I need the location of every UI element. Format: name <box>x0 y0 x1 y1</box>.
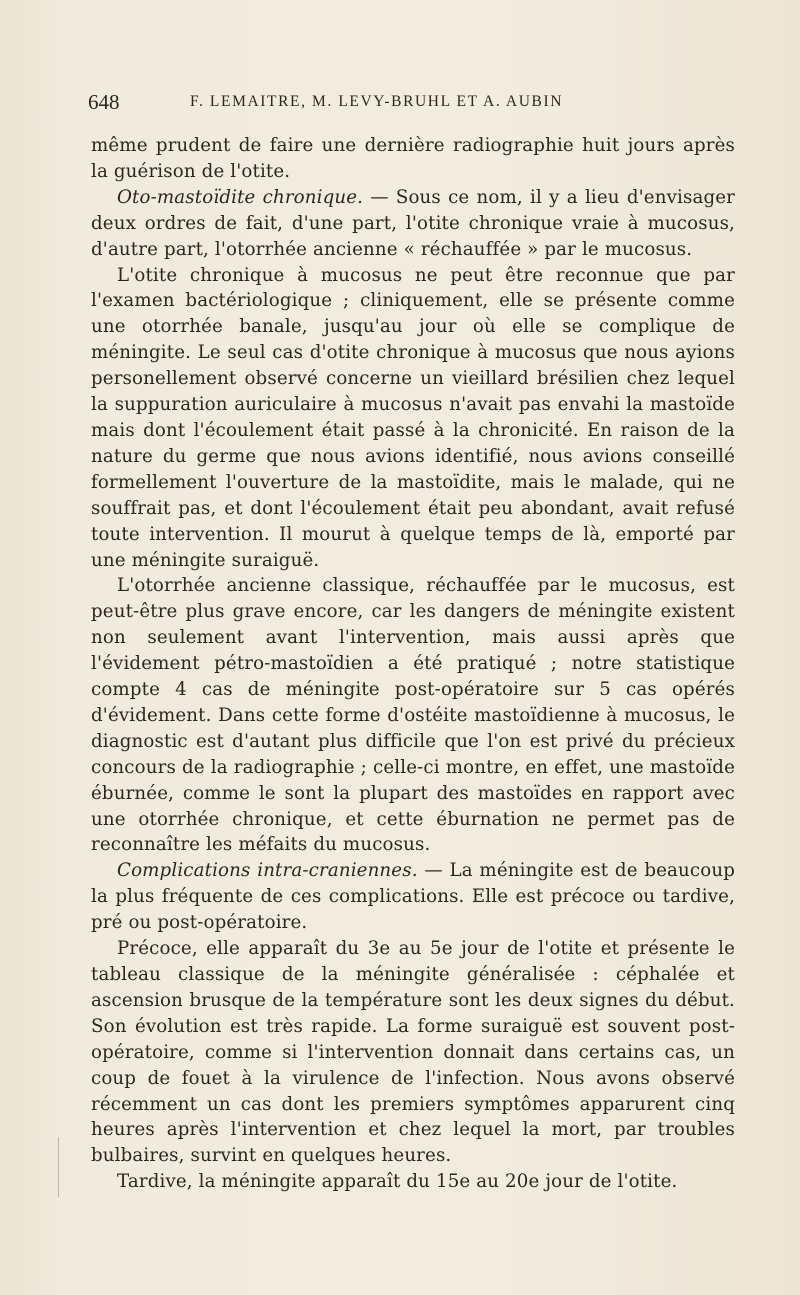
paragraph-text: — Sous ce nom, il y a lieu d'envisager deux ordres de fait, d'une part, l'otite chronique vraie à mucosus, d'autre part, l'otorrhée ancienne « réchauffée » par le mucosus. <box>91 186 736 260</box>
paragraph-text: Précoce, elle apparaît du 3e au 5e jour de l'otite et présente le tableau classique de la méningite généralisée : céphalée et ascension brusque de la température sont les deux signes du début. Son évolution est très rapide. La forme suraiguë est souvent post-opératoire, comme si l'intervention donnait dans certains cas, un coup de fouet à la virulence de l'infection. Nous avons observé récemment un cas dont les premiers symptômes apparurent cinq heures après l'intervention et chez lequel la mort, par troubles bulbaires, survint en quelques heures. <box>91 938 735 1167</box>
paragraph-text: L'otite chronique à mucosus ne peut être reconnue que par l'examen bactériologique ; cliniquement, elle se présente comme une otorrhée banale, jusqu'au jour où elle se complique de méningite. Le seul cas d'otite chronique à mucosus que nous ayions personellement observé concerne un vieillard brésilien chez lequel la suppuration auriculaire à mucosus n'avait pas envahi la mastoïde mais dont l'écoulement était passé à la chronicité. En raison de la nature du germe que nous avions identifié, nous avions conseillé formellement l'ouverture de la mastoïdite, mais le malade, qui ne souffrait pas, et dont l'écoulement était peu abondant, avait refusé toute intervention. Il mourut à quelque temps de là, emporté par une méningite suraiguë. <box>91 264 735 571</box>
paragraph-text: Tardive, la méningite apparaît du 15e au 20e jour de l'otite. <box>117 1171 678 1193</box>
paragraph-text: même prudent de faire une dernière radiographie huit jours après la guérison de l'otite. <box>91 135 735 182</box>
paragraph-1 <box>91 133 735 185</box>
body-text <box>91 133 735 1195</box>
paragraph-text: L'otorrhée ancienne classique, réchauffée par le mucosus, est peut-être plus grave encore, car les dangers de méningite existent non seulement avant l'intervention, mais aussi après que l'évidement pétro-mastoïdien a été pratiqué ; notre statistique compte 4 cas de méningite post-opératoire sur 5 cas opérés d'évidement. Dans cette forme d'ostéite mastoïdienne à mucosus, le diagnostic est d'autant plus difficile que l'on est privé du précieux concours de la radiographie ; celle-ci montre, en effet, une mastoïde éburnée, comme le sont la plupart des mastoïdes en rapport avec une otorrhée chronique, et cette éburnation ne permet pas de reconnaître les méfaits du mucosus. <box>91 575 735 856</box>
paragraph-text: — La méningite est de beaucoup la plus fréquente de ces complications. Elle est précoce ou tardive, pré ou post-opératoire. <box>91 860 735 934</box>
paragraph-3 <box>91 263 735 574</box>
paragraph-7 <box>91 1169 735 1195</box>
section-heading-oto-mastoidite: Oto-mastoïdite chronique. <box>117 186 364 208</box>
margin-pencil-mark <box>58 1137 73 1197</box>
paragraph-4 <box>91 573 735 858</box>
paragraph-2 <box>91 185 735 263</box>
running-head: F. LEMAITRE, M. LEVY-BRUHL ET A. AUBIN <box>190 93 564 110</box>
paragraph-6 <box>91 936 735 1169</box>
page-header <box>88 90 728 116</box>
page-number: 648 <box>88 90 120 114</box>
section-heading-complications: Complications intra-craniennes. <box>117 860 418 882</box>
paragraph-5 <box>91 858 735 936</box>
